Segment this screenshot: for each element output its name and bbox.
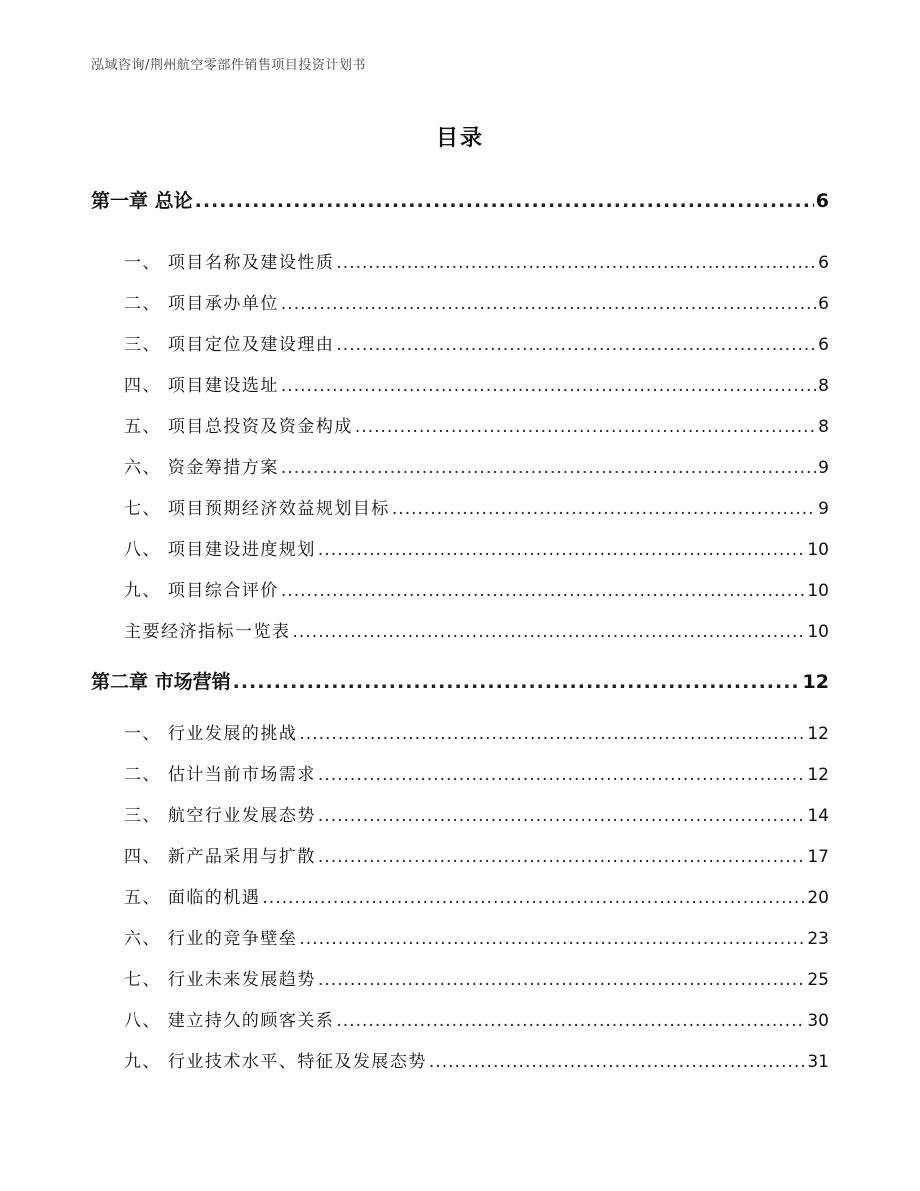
toc-page-number: 12 [807,765,829,785]
toc-label: 三、 项目定位及建设理由 [124,335,335,355]
toc-label: 六、 行业的竞争壁垒 [124,929,298,949]
toc-page-number: 8 [818,417,829,437]
toc-label: 一、 项目名称及建设性质 [124,253,335,273]
toc-label: 第二章 市场营销 [91,671,231,693]
toc-page-number: 23 [807,929,829,949]
toc-label: 一、 行业发展的挑战 [124,724,298,744]
toc-entry[interactable] [124,330,829,355]
toc-label: 七、 项目预期经济效益规划目标 [124,499,390,519]
toc-label: 六、 资金筹措方案 [124,458,279,478]
toc-chapter-1[interactable] [91,186,829,213]
toc-page-number: 9 [818,458,829,478]
toc-label: 四、 项目建设选址 [124,376,279,396]
toc-entry[interactable] [124,883,829,908]
toc-label: 二、 项目承办单位 [124,294,279,314]
toc-entry[interactable] [124,576,829,601]
toc-entry[interactable] [124,371,829,396]
toc-label: 八、 建立持久的顾客关系 [124,1011,335,1031]
dot-leader [299,929,805,949]
toc-label: 二、 估计当前市场需求 [124,765,316,785]
toc-title: 目录 [435,126,484,151]
toc-label: 七、 行业未来发展趋势 [124,970,316,990]
toc-entry[interactable] [124,412,829,437]
toc-label: 五、 项目总投资及资金构成 [124,417,353,437]
toc-page-number: 6 [818,335,829,355]
toc-entry[interactable] [124,1006,829,1031]
toc-page-number: 6 [818,253,829,273]
toc-label: 九、 行业技术水平、特征及发展态势 [124,1052,427,1072]
toc-entry[interactable] [124,248,829,273]
toc-chapter-2[interactable] [91,667,829,694]
toc-entry[interactable] [124,617,829,642]
dot-leader [318,806,805,826]
toc-page-number: 10 [807,540,829,560]
toc-entry[interactable] [124,719,829,744]
toc-label: 五、 面临的机遇 [124,888,261,908]
dot-leader [392,499,816,519]
dot-leader [262,888,805,908]
toc-page-number: 10 [807,622,829,642]
dot-leader [336,1011,805,1031]
toc-page-number: 12 [802,671,829,693]
dot-leader [355,417,816,437]
toc-page-number: 30 [807,1011,829,1031]
toc-label: 三、 航空行业发展态势 [124,806,316,826]
toc-entry[interactable] [124,494,829,519]
toc-entry[interactable] [124,1047,829,1072]
toc-entry[interactable] [124,842,829,867]
toc-page-number: 17 [807,847,829,867]
toc-page-number: 8 [818,376,829,396]
dot-leader [195,190,814,212]
dot-leader [318,765,805,785]
toc-page-number: 10 [807,581,829,601]
toc-label: 主要经济指标一览表 [124,622,291,642]
toc-entry[interactable] [124,535,829,560]
toc-entry[interactable] [124,453,829,478]
dot-leader [281,376,816,396]
dot-leader [318,970,805,990]
toc-page-number: 6 [818,294,829,314]
dot-leader [233,671,801,693]
dot-leader [318,847,805,867]
page-header: 泓域咨询/荆州航空零部件销售项目投资计划书 [91,58,366,73]
dot-leader [293,622,806,642]
toc-entry[interactable] [124,289,829,314]
dot-leader [429,1052,805,1072]
toc-label: 八、 项目建设进度规划 [124,540,316,560]
toc-page-number: 6 [815,190,829,212]
dot-leader [318,540,805,560]
dot-leader [281,294,816,314]
dot-leader [336,335,816,355]
dot-leader [299,724,805,744]
toc-page-number: 25 [807,970,829,990]
toc-page-number: 31 [807,1052,829,1072]
toc-page-number: 12 [807,724,829,744]
toc-page-number: 9 [818,499,829,519]
toc-label: 四、 新产品采用与扩散 [124,847,316,867]
dot-leader [281,581,805,601]
toc-entry[interactable] [124,801,829,826]
dot-leader [281,458,816,478]
toc-entry[interactable] [124,760,829,785]
toc-entry[interactable] [124,924,829,949]
toc-label: 九、 项目综合评价 [124,581,279,601]
toc-label: 第一章 总论 [91,190,193,212]
toc-entry[interactable] [124,965,829,990]
toc-page-number: 20 [807,888,829,908]
toc-page-number: 14 [807,806,829,826]
dot-leader [336,253,816,273]
